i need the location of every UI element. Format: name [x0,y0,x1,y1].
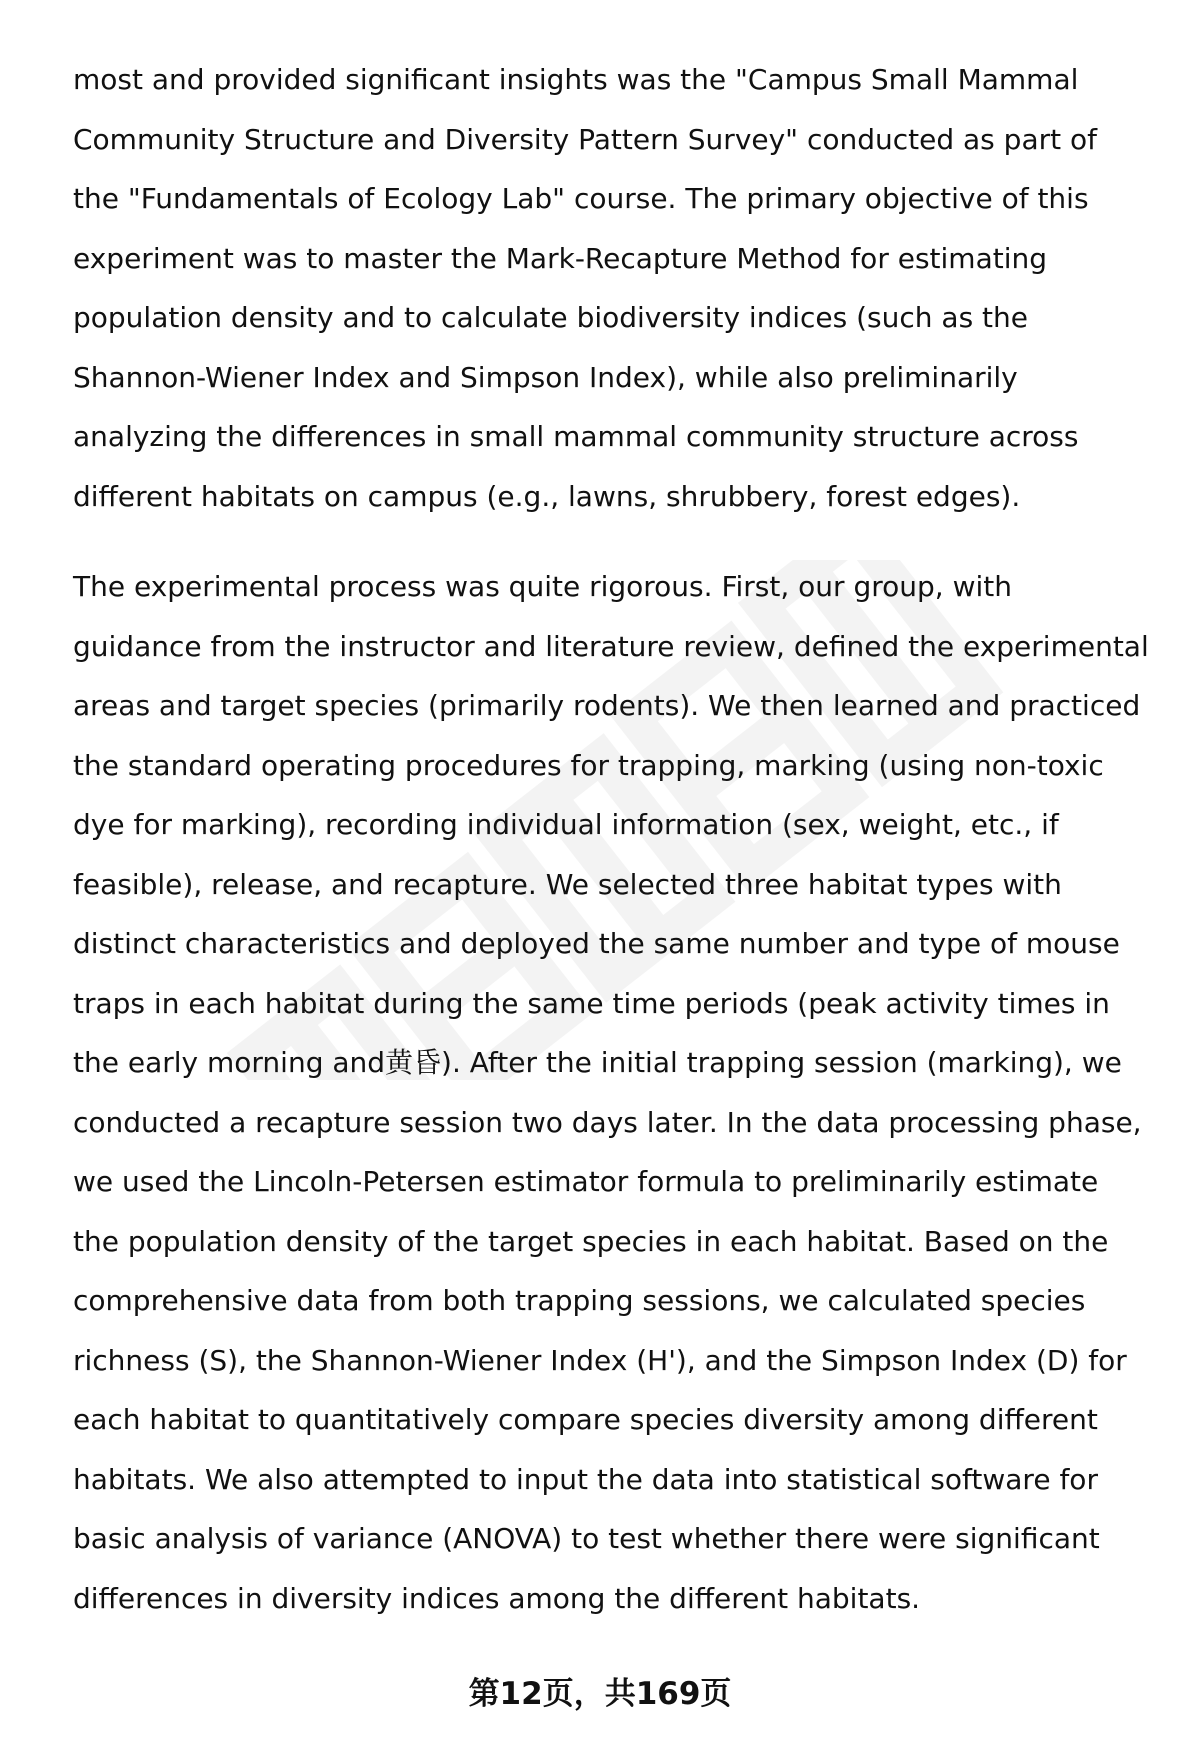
paragraph-1 [73,50,1163,526]
text-line: we used the Lincoln-Petersen estimator formula to preliminarily estimate [73,1165,1099,1198]
text-line: the early morning and黄昏). After the initial trapping session (marking), we [73,1046,1122,1079]
text-line: feasible), release, and recapture. We selected three habitat types with [73,867,1062,901]
text-line: the population density of the target species in each habitat. Based on the [73,1224,1109,1258]
page-number-footer: 第12页，共169页 [468,1676,732,1712]
document-body [73,50,1163,1628]
text-line: most and provided significant insights was the "Campus Small Mammal [73,63,1079,96]
text-line: Shannon-Wiener Index and Simpson Index), while also preliminarily [73,360,1018,394]
text-line: the "Fundamentals of Ecology Lab" course. The primary objective of this [73,182,1089,215]
text-line: basic analysis of variance (ANOVA) to test whether there were significant [73,1522,1100,1555]
text-line: experiment was to master the Mark-Recapture Method for estimating [73,241,1048,275]
text-line: distinct characteristics and deployed the same number and type of mouse [73,927,1120,960]
text-line: analyzing the differences in small mammal community structure across [73,420,1079,453]
paragraph-2 [73,557,1163,1628]
text-line: traps in each habitat during the same time periods (peak activity times in [73,986,1110,1020]
text-line: population density and to calculate biodiversity indices (such as the [73,301,1029,334]
text-line: conducted a recapture session two days later. In the data processing phase, [73,1105,1142,1139]
text-line: Community Structure and Diversity Pattern Survey" conducted as part of [73,122,1097,156]
text-line: areas and target species (primarily rodents). We then learned and practiced [73,689,1141,722]
text-line: different habitats on campus (e.g., lawns, shrubbery, forest edges). [73,479,1021,513]
text-line: The experimental process was quite rigorous. First, our group, with [73,570,1012,603]
text-line: dye for marking), recording individual information (sex, weight, etc., if [73,808,1059,841]
text-line: differences in diversity indices among the different habitats. [73,1581,921,1615]
text-line: comprehensive data from both trapping sessions, we calculated species [73,1284,1086,1317]
text-line: habitats. We also attempted to input the data into statistical software for [73,1462,1098,1496]
text-line: the standard operating procedures for trapping, marking (using non-toxic [73,748,1104,782]
text-line: each habitat to quantitatively compare species diversity among different [73,1403,1098,1436]
text-line: guidance from the instructor and literature review, defined the experimental [73,629,1149,663]
text-line: richness (S), the Shannon-Wiener Index (H'), and the Simpson Index (D) for [73,1343,1127,1377]
